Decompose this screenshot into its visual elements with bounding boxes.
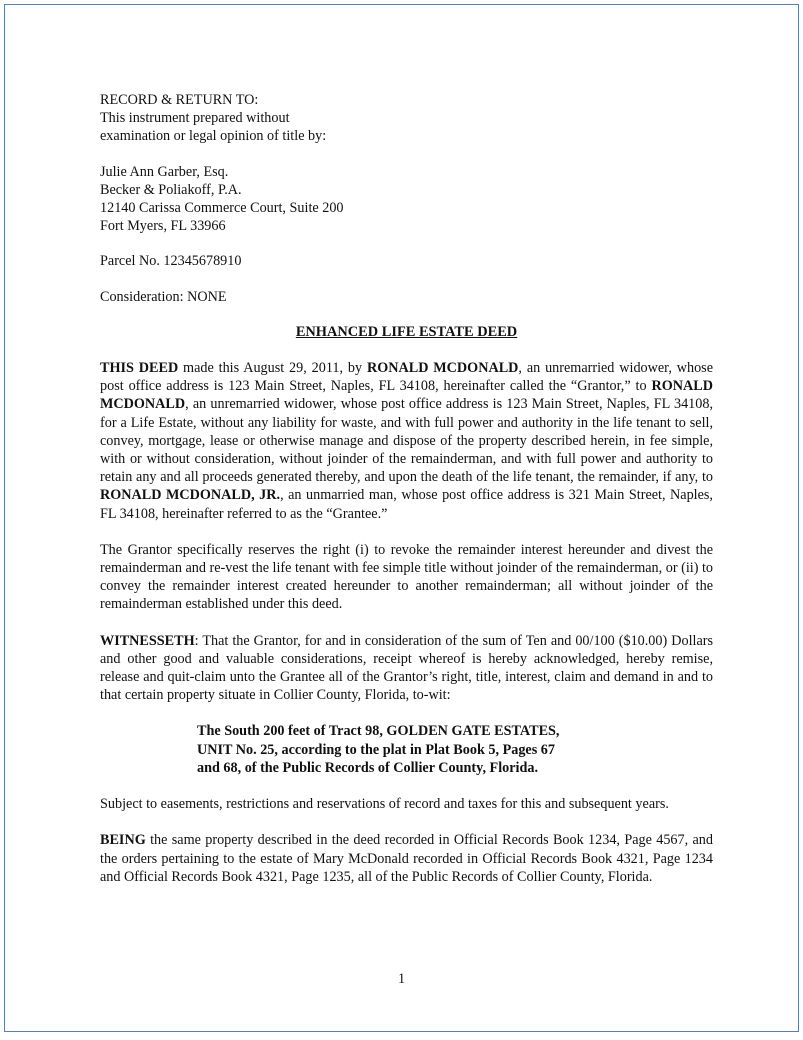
being-paragraph: [100, 831, 713, 886]
record-line: examination or legal opinion of title by:: [100, 128, 327, 145]
preparer-line: Fort Myers, FL 33966: [100, 218, 226, 235]
record-return-block: [100, 91, 713, 146]
grantor-name: RONALD MCDONALD: [366, 360, 519, 377]
legal-line: and 68, of the Public Records of Collier County, Florida.: [197, 759, 539, 776]
preparer-line: Julie Ann Garber, Esq.: [100, 163, 229, 180]
preparer-line: Becker & Poliakoff, P.A.: [100, 181, 242, 198]
being-lead: BEING: [100, 832, 146, 849]
legal-description: [197, 722, 627, 777]
witnesseth-lead: WITNESSETH: [100, 632, 195, 649]
witnesseth-paragraph: [100, 632, 713, 705]
deed-paragraph-1: [100, 359, 713, 523]
record-line: This instrument prepared without: [100, 110, 290, 127]
record-line: RECORD & RETURN TO:: [100, 92, 259, 108]
deed-lead: THIS DEED: [100, 360, 179, 377]
document-body: [100, 91, 713, 886]
subject-to-paragraph: Subject to easements, restrictions and reservations of record and taxes for this and subsequent years.: [100, 796, 669, 813]
deed-text: , an unmarried man, whose post office address is 321 Main Street, Naples, FL 34108, hereinafter referred to as the “Grantee.”: [100, 487, 713, 522]
deed-text: , an unremarried widower, whose post office address is 123 Main Street, Naples, FL 34108, hereinafter called the “Grantor,” to: [100, 360, 713, 395]
deed-text: made this August 29, 2011, by: [178, 360, 367, 377]
parcel-number: Parcel No. 12345678910: [100, 253, 242, 270]
consideration: Consideration: NONE: [100, 288, 227, 305]
reservation-paragraph: The Grantor specifically reserves the right (i) to revoke the remainder interest hereunder and divest the remainderman and re-vest the life tenant with fee simple title without joinder of the remainderman, or (ii) to convey the remainder interest created hereunder to another remainderman; all without joinder of the remainderman established under this deed.: [100, 541, 714, 613]
legal-line: UNIT No. 25, according to the plat in Plat Book 5, Pages 67: [197, 741, 555, 758]
grantee-name: RONALD MCDONALD, JR.: [100, 487, 281, 504]
deed-title: ENHANCED LIFE ESTATE DEED: [295, 323, 518, 340]
document-page: [4, 4, 799, 1032]
preparer-block: [100, 163, 713, 236]
legal-line: The South 200 feet of Tract 98, GOLDEN GATE ESTATES,: [197, 723, 560, 740]
being-text: the same property described in the deed recorded in Official Records Book 1234, Page 4567, and the orders pertaining to the estate of Mary McDonald recorded in Official Records Book 4321, Page 1234 and Official Records Book 4321, Page 1235, all of the Public Records of Collier County, Florida.: [100, 832, 713, 885]
deed-text: , an unremarried widower, whose post office address is 123 Main Street, Naples, FL 34108, for a Life Estate, without any liability for waste, and with full power and authority in the life tenant to sell, convey, mortgage, lease or otherwise manage and dispose of the property described herein, in fee simple, with or without consideration, without joinder of the remainderman, and with full power and authority to retain any and all proceeds generated thereby, and upon the death of the life tenant, the remainder, if any, to: [100, 396, 713, 486]
witnesseth-text: : That the Grantor, for and in consideration of the sum of Ten and 00/100 ($10.00) Dollars and other good and valuable considerations, receipt whereof is hereby acknowledged, hereby remise, release and quit-claim unto the Grantee all of the Grantor’s right, title, interest, claim and demand in and to that certain property situate in Collier County, Florida, to-wit:: [100, 632, 713, 704]
grantor-name: RONALD MCDONALD: [100, 378, 713, 413]
page-number: 1: [397, 971, 406, 987]
preparer-line: 12140 Carissa Commerce Court, Suite 200: [100, 200, 344, 217]
